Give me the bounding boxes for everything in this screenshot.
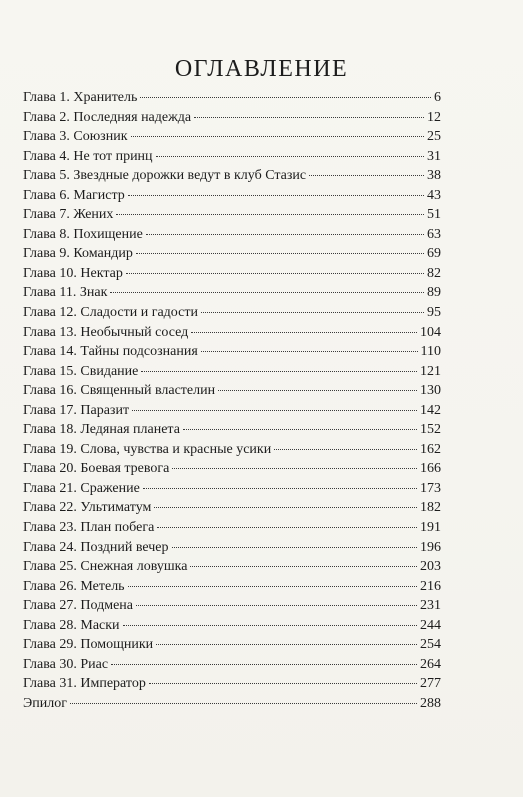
page-title: ОГЛАВЛЕНИЕ bbox=[174, 56, 349, 83]
toc-entry bbox=[23, 108, 441, 128]
dot-leader bbox=[70, 703, 417, 704]
toc-entry-page-number: 288 bbox=[420, 695, 441, 711]
toc-entry-page-number: 63 bbox=[427, 226, 441, 242]
toc-entry-title: Эпилог bbox=[23, 695, 67, 711]
toc-entry-page-number: 104 bbox=[420, 324, 441, 340]
toc-entry-page-number: 121 bbox=[420, 363, 441, 379]
toc-entry bbox=[23, 616, 441, 636]
toc-entry-title: Глава 23. План побега bbox=[23, 520, 155, 536]
dot-leader bbox=[190, 566, 417, 567]
dot-leader bbox=[123, 625, 417, 626]
dot-leader bbox=[154, 507, 417, 508]
dot-leader bbox=[183, 429, 417, 430]
toc-entry-title: Глава 22. Ультиматум bbox=[23, 500, 152, 516]
dot-leader bbox=[136, 253, 424, 254]
toc-entry-page-number: 182 bbox=[420, 500, 441, 516]
toc-entry-page-number: 203 bbox=[420, 559, 441, 575]
toc-entry bbox=[23, 303, 441, 323]
dot-leader bbox=[143, 488, 417, 489]
toc-entry-title: Глава 24. Поздний вечер bbox=[23, 539, 169, 555]
dot-leader bbox=[201, 351, 418, 352]
toc-entry-page-number: 173 bbox=[420, 480, 441, 496]
toc-entry bbox=[23, 459, 441, 479]
toc-entry bbox=[23, 596, 441, 616]
toc-entry-page-number: 196 bbox=[420, 539, 441, 555]
toc-entry-page-number: 110 bbox=[420, 344, 441, 360]
toc-entry-title: Глава 19. Слова, чувства и красные усики bbox=[23, 441, 272, 457]
toc-entry-page-number: 43 bbox=[427, 187, 441, 203]
toc-entry-title: Глава 21. Сражение bbox=[23, 480, 140, 496]
dot-leader bbox=[201, 312, 424, 313]
toc-entry-title: Глава 2. Последняя надежда bbox=[23, 109, 192, 125]
table-of-contents bbox=[23, 88, 441, 714]
toc-entry bbox=[23, 381, 441, 401]
toc-entry-page-number: 31 bbox=[427, 148, 441, 164]
toc-entry-title: Глава 20. Боевая тревога bbox=[23, 461, 170, 477]
toc-entry-title: Глава 28. Маски bbox=[23, 617, 120, 633]
toc-entry-page-number: 69 bbox=[427, 246, 441, 262]
toc-entry bbox=[23, 323, 441, 343]
toc-entry-title: Глава 29. Помощники bbox=[23, 637, 154, 653]
toc-entry bbox=[23, 674, 441, 694]
dot-leader bbox=[191, 332, 417, 333]
toc-entry bbox=[23, 342, 441, 362]
toc-entry-page-number: 264 bbox=[420, 656, 441, 672]
toc-entry-page-number: 162 bbox=[420, 441, 441, 457]
toc-entry-page-number: 142 bbox=[420, 402, 441, 418]
toc-entry-page-number: 277 bbox=[420, 676, 441, 692]
dot-leader bbox=[274, 449, 417, 450]
toc-entry bbox=[23, 538, 441, 558]
toc-entry-title: Глава 4. Не тот принц bbox=[23, 148, 153, 164]
toc-entry bbox=[23, 577, 441, 597]
toc-entry-title: Глава 8. Похищение bbox=[23, 226, 143, 242]
toc-entry-title: Глава 7. Жених bbox=[23, 207, 114, 223]
toc-entry-page-number: 51 bbox=[427, 207, 441, 223]
toc-entry-page-number: 130 bbox=[420, 383, 441, 399]
toc-entry-page-number: 191 bbox=[420, 520, 441, 536]
toc-entry-page-number: 25 bbox=[427, 129, 441, 145]
toc-entry bbox=[23, 264, 441, 284]
toc-entry bbox=[23, 498, 441, 518]
toc-entry bbox=[23, 518, 441, 538]
dot-leader bbox=[110, 292, 424, 293]
dot-leader bbox=[116, 214, 424, 215]
toc-entry-title: Глава 18. Ледяная планета bbox=[23, 422, 180, 438]
toc-entry-title: Глава 10. Нектар bbox=[23, 265, 123, 281]
dot-leader bbox=[309, 175, 424, 176]
dot-leader bbox=[172, 468, 417, 469]
dot-leader bbox=[172, 547, 417, 548]
toc-entry bbox=[23, 635, 441, 655]
toc-entry bbox=[23, 420, 441, 440]
toc-entry-title: Глава 6. Магистр bbox=[23, 187, 125, 203]
toc-entry-page-number: 216 bbox=[420, 578, 441, 594]
toc-entry-title: Глава 26. Метель bbox=[23, 578, 125, 594]
toc-entry-page-number: 95 bbox=[427, 305, 441, 321]
dot-leader bbox=[149, 683, 417, 684]
toc-entry-title: Глава 9. Командир bbox=[23, 246, 133, 262]
toc-entry bbox=[23, 127, 441, 147]
toc-entry-page-number: 166 bbox=[420, 461, 441, 477]
toc-entry bbox=[23, 557, 441, 577]
toc-entry-title: Глава 15. Свидание bbox=[23, 363, 139, 379]
dot-leader bbox=[136, 605, 417, 606]
toc-entry bbox=[23, 401, 441, 421]
toc-entry-title: Глава 1. Хранитель bbox=[23, 90, 138, 105]
toc-entry bbox=[23, 166, 441, 186]
toc-entry bbox=[23, 225, 441, 245]
toc-entry-title: Глава 11. Знак bbox=[23, 285, 108, 301]
dot-leader bbox=[128, 195, 424, 196]
dot-leader bbox=[194, 117, 424, 118]
dot-leader bbox=[126, 273, 424, 274]
toc-entry-title: Глава 13. Необычный сосед bbox=[23, 324, 189, 340]
toc-entry bbox=[23, 694, 441, 714]
toc-entry-page-number: 244 bbox=[420, 617, 441, 633]
toc-entry-page-number: 254 bbox=[420, 637, 441, 653]
toc-entry-title: Глава 30. Риас bbox=[23, 656, 109, 672]
toc-entry-title: Глава 14. Тайны подсознания bbox=[23, 344, 198, 360]
toc-entry bbox=[23, 186, 441, 206]
dot-leader bbox=[140, 97, 431, 98]
toc-entry-page-number: 6 bbox=[434, 90, 441, 105]
toc-entry-page-number: 152 bbox=[420, 422, 441, 438]
toc-entry-title: Глава 12. Сладости и гадости bbox=[23, 305, 198, 321]
toc-entry-title: Глава 5. Звездные дорожки ведут в клуб Стазис bbox=[23, 168, 307, 184]
dot-leader bbox=[156, 644, 417, 645]
toc-entry bbox=[23, 147, 441, 167]
toc-entry bbox=[23, 205, 441, 225]
toc-entry-title: Глава 3. Союзник bbox=[23, 129, 128, 145]
toc-entry bbox=[23, 479, 441, 499]
dot-leader bbox=[156, 156, 424, 157]
toc-entry-title: Глава 31. Император bbox=[23, 676, 146, 692]
toc-entry-title: Глава 27. Подмена bbox=[23, 598, 133, 614]
toc-entry-title: Глава 17. Паразит bbox=[23, 402, 130, 418]
toc-entry-page-number: 231 bbox=[420, 598, 441, 614]
dot-leader bbox=[146, 234, 424, 235]
toc-entry-title: Глава 16. Священный властелин bbox=[23, 383, 216, 399]
dot-leader bbox=[141, 371, 417, 372]
dot-leader bbox=[218, 390, 417, 391]
toc-entry bbox=[23, 362, 441, 382]
dot-leader bbox=[111, 664, 417, 665]
toc-entry-page-number: 89 bbox=[427, 285, 441, 301]
toc-entry-page-number: 38 bbox=[427, 168, 441, 184]
dot-leader bbox=[128, 586, 417, 587]
toc-entry-title: Глава 25. Снежная ловушка bbox=[23, 559, 188, 575]
dot-leader bbox=[132, 410, 417, 411]
toc-entry bbox=[23, 244, 441, 264]
toc-entry bbox=[23, 283, 441, 303]
toc-entry bbox=[23, 440, 441, 460]
dot-leader bbox=[131, 136, 425, 137]
toc-entry bbox=[23, 88, 441, 108]
toc-entry bbox=[23, 655, 441, 675]
toc-entry-page-number: 12 bbox=[427, 109, 441, 125]
dot-leader bbox=[157, 527, 417, 528]
toc-entry-page-number: 82 bbox=[427, 265, 441, 281]
